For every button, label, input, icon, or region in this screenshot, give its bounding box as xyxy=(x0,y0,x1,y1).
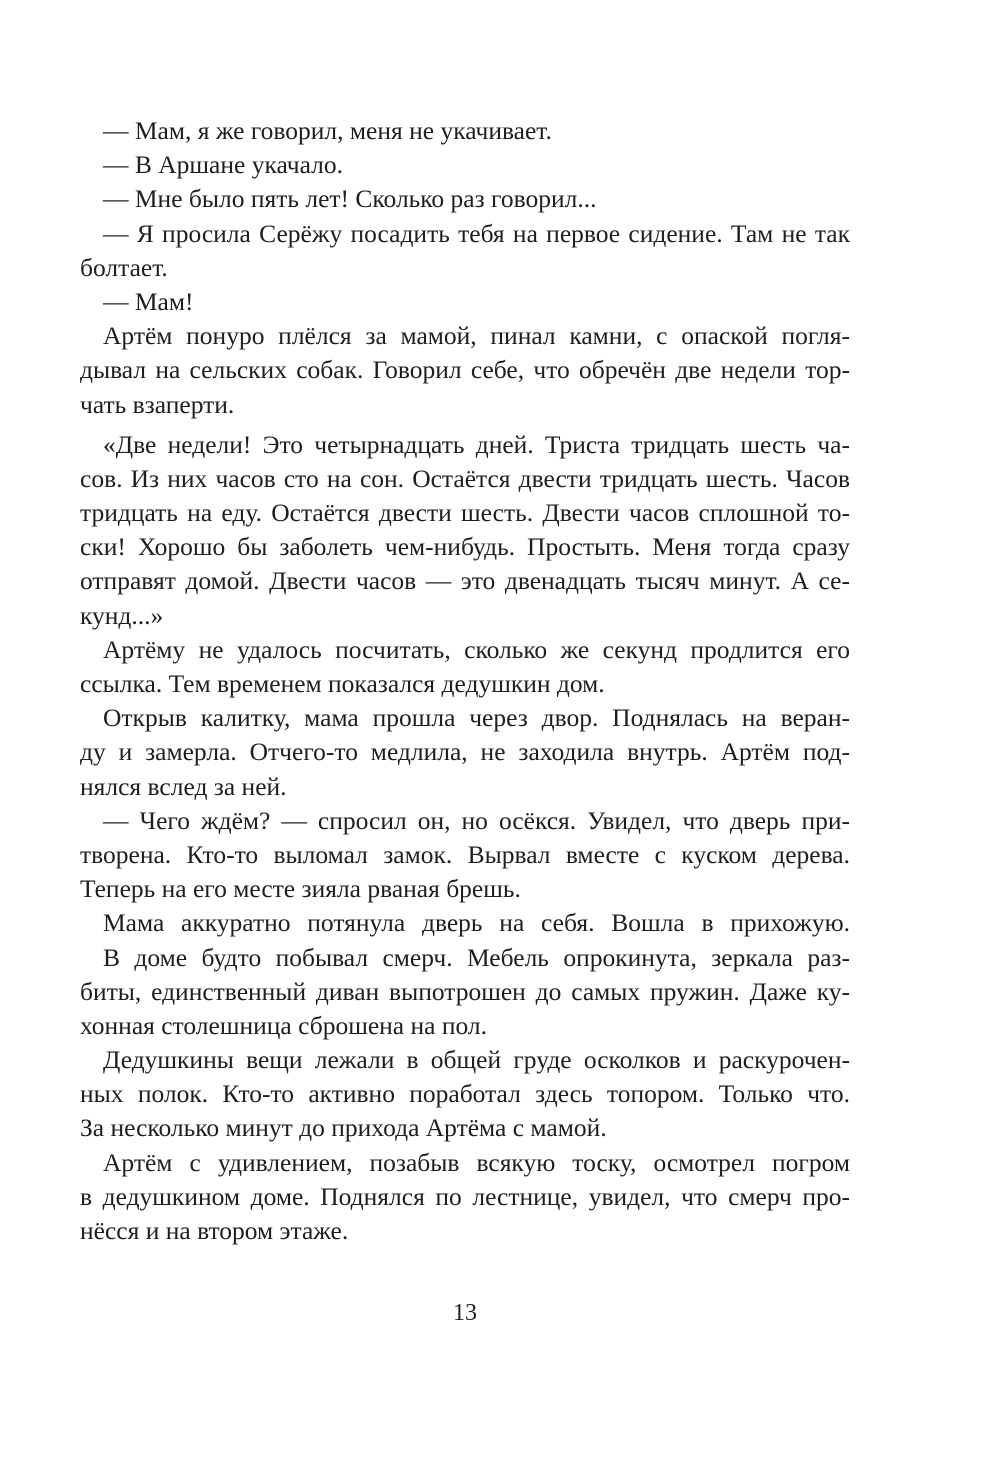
text-line: сов. Из них часов сто на сон. Остаётся двести тридцать шесть. Часов xyxy=(80,463,850,493)
text-line: ски! Хорошо бы заболеть чем-нибудь. Простыть. Меня тогда сразу xyxy=(80,532,850,562)
text-line: нялся вслед за ней. xyxy=(80,771,287,801)
text-line: дывал на сельских собак. Говорил себе, что обречён две недели тор- xyxy=(80,355,850,385)
paragraph-first-line: Дедушкины вещи лежали в общей груде осколков и раскурочен- xyxy=(103,1045,850,1075)
page-number: 13 xyxy=(453,1300,477,1326)
text-line: хонная столешница сброшена на пол. xyxy=(80,1010,487,1040)
paragraph-first-line: Артёму не удалось посчитать, сколько же секунд продлится его xyxy=(103,634,850,664)
paragraph-first-line: В доме будто побывал смерч. Мебель опрокинута, зеркала раз- xyxy=(103,942,850,972)
paragraph-first-line: Артём с удивлением, позабыв всякую тоску, осмотрел погром xyxy=(103,1147,850,1177)
text-line: болтает. xyxy=(80,252,168,282)
dialogue-line: — Чего ждём? — спросил он, но осёкся. Увидел, что дверь при- xyxy=(103,805,850,835)
dialogue-line: — Я просила Серёжу посадить тебя на первое сидение. Там не так xyxy=(103,218,850,248)
text-line: За несколько минут до прихода Артёма с мамой. xyxy=(80,1113,607,1143)
body-text xyxy=(80,114,850,1248)
text-line: тридцать на еду. Остаётся двести шесть. Двести часов сплошной то- xyxy=(80,498,850,528)
paragraph-first-line: Артём понуро плёлся за мамой, пинал камни, с опаской погля- xyxy=(103,321,850,351)
dialogue-line: — В Аршане укачало. xyxy=(103,150,343,180)
text-line: в дедушкином доме. Поднялся по лестнице, увидел, что смерч про- xyxy=(80,1181,850,1211)
text-line: кунд...» xyxy=(80,600,164,630)
text-line: ных полок. Кто-то активно поработал здесь топором. Только что. xyxy=(80,1079,850,1109)
dialogue-line: — Мам! xyxy=(103,286,194,316)
text-line: чать взаперти. xyxy=(80,389,235,419)
text-line: творена. Кто-то выломал замок. Вырвал вместе с куском дерева. xyxy=(80,839,850,869)
text-line: отправят домой. Двести часов — это двенадцать тысяч минут. А се- xyxy=(80,566,850,596)
dialogue-line: — Мам, я же говорил, меня не укачивает. xyxy=(103,116,552,145)
paragraph-first-line: Открыв калитку, мама прошла через двор. Поднялась на веран- xyxy=(103,703,850,733)
text-line: Теперь на его месте зияла рваная брешь. xyxy=(80,874,521,904)
text-line: ду и замерла. Отчего-то медлила, не заходила внутрь. Артём под- xyxy=(80,737,850,767)
text-line: ссылка. Тем временем показался дедушкин дом. xyxy=(80,669,605,698)
dialogue-line: — Мне было пять лет! Сколько раз говорил... xyxy=(103,184,597,214)
text-line: нёсся и на втором этаже. xyxy=(80,1216,349,1245)
paragraph-first-line: «Две недели! Это четырнадцать дней. Триста тридцать шесть ча- xyxy=(103,429,850,459)
paragraph-first-line: Мама аккуратно потянула дверь на себя. Вошла в прихожую. xyxy=(103,908,850,938)
text-line: биты, единственный диван выпотрошен до самых пружин. Даже ку- xyxy=(80,976,850,1006)
